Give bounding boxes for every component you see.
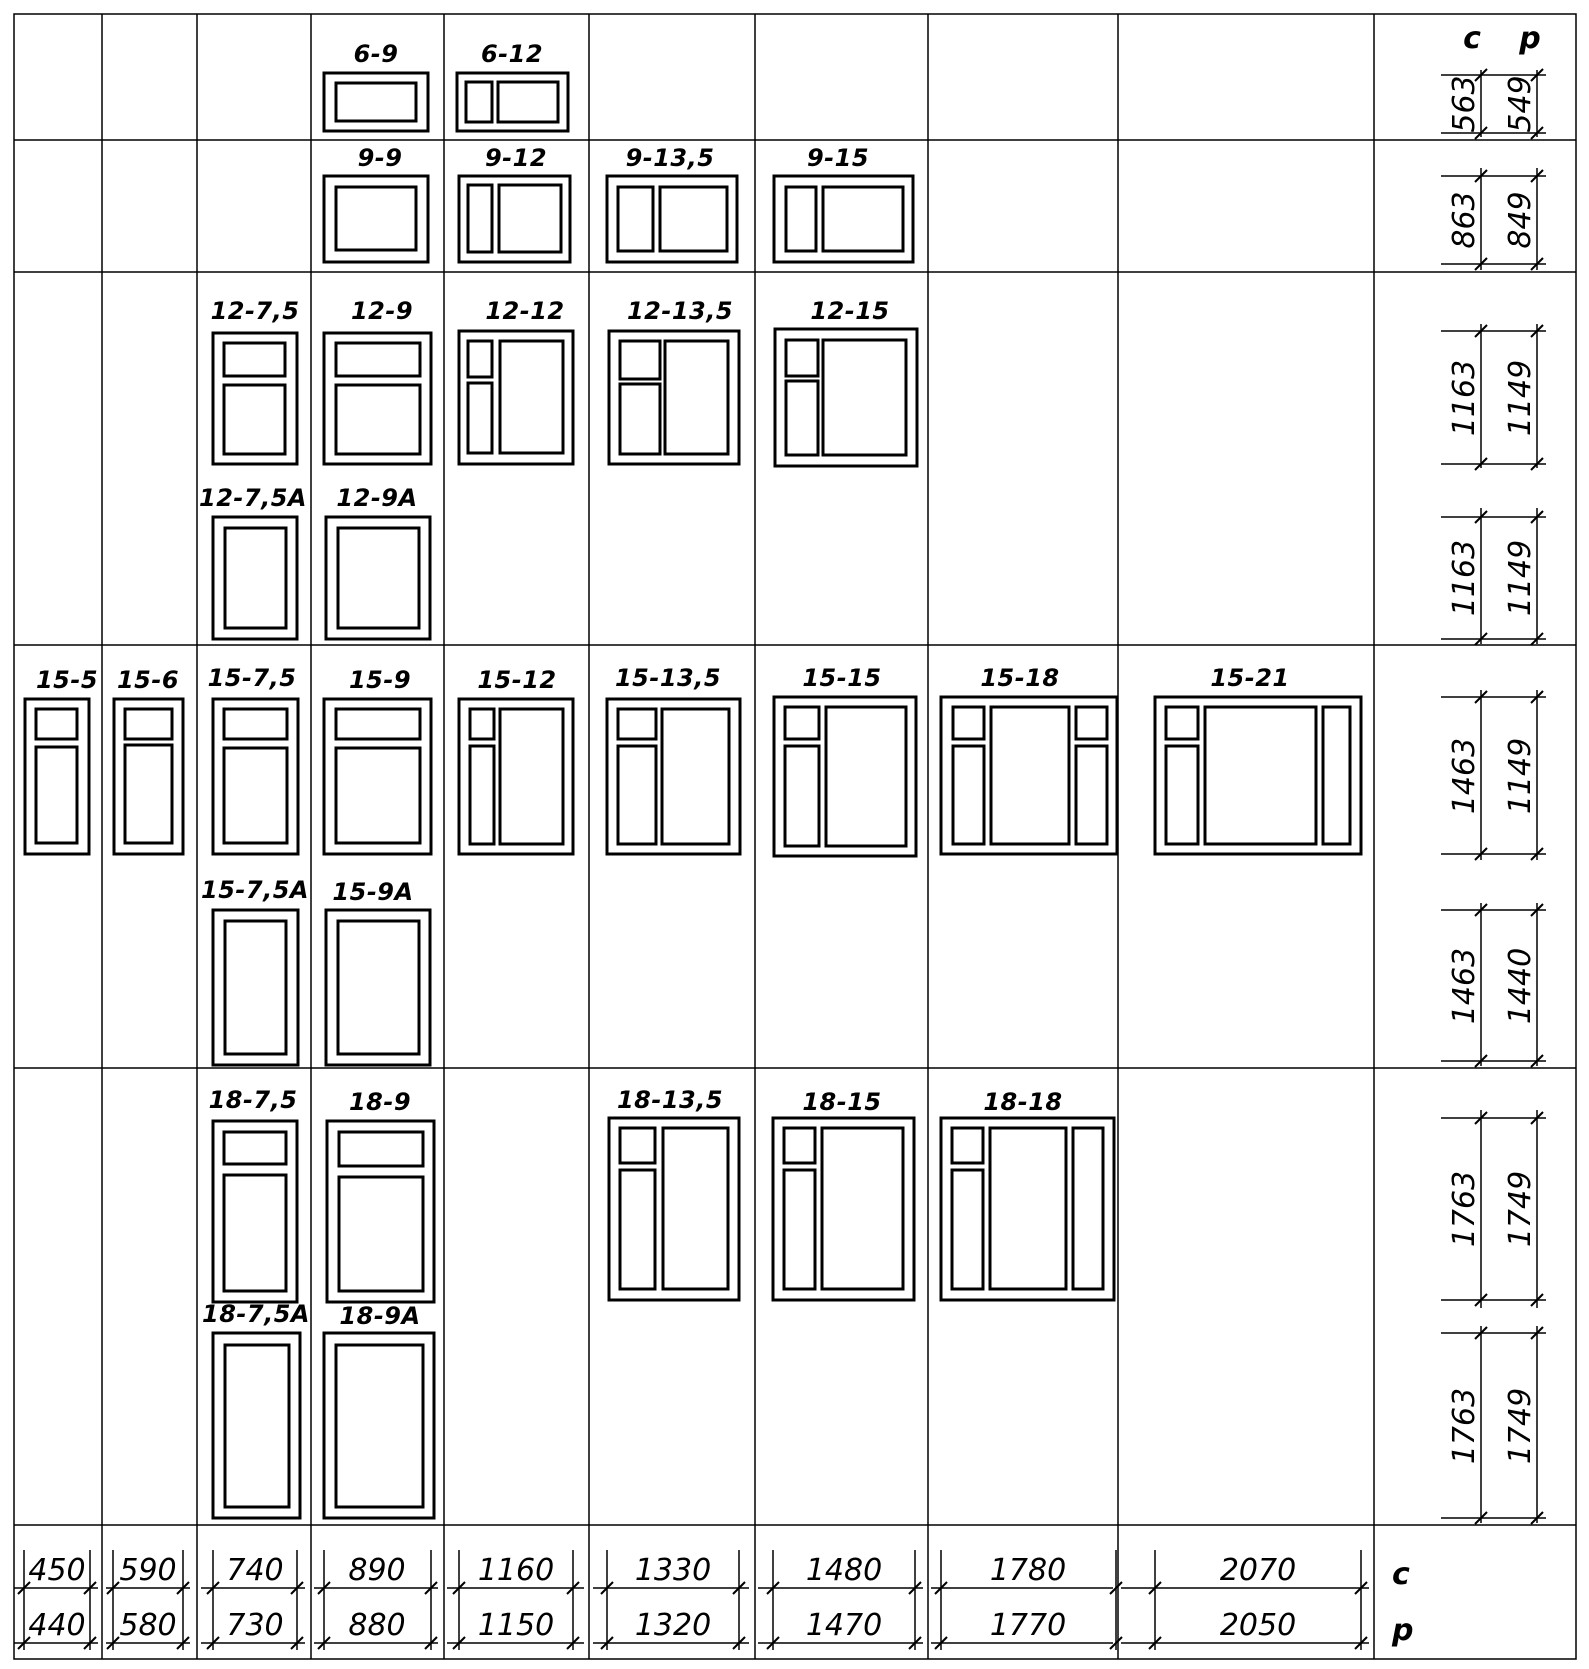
window-label: 15-9 <box>348 666 412 694</box>
window-label: 12-9A <box>336 484 418 512</box>
window-15-15 <box>774 697 916 856</box>
window-label: 6-12 <box>480 40 544 68</box>
width-c-value: 1480 <box>805 1553 883 1588</box>
window-9-13-5 <box>607 176 737 262</box>
width-c-value: 2070 <box>1219 1553 1297 1588</box>
height-p-value: 1749 <box>1503 1387 1538 1465</box>
window-label: 15-6 <box>116 666 180 694</box>
window-label: 18-9 <box>348 1088 412 1116</box>
window-label: 15-7,5 <box>207 664 297 692</box>
width-p-value: 880 <box>348 1608 406 1643</box>
window-15-7-5 <box>213 699 298 854</box>
window-label: 12-7,5 <box>210 297 300 325</box>
window-label: 9-13,5 <box>625 144 715 172</box>
height-p-value: 549 <box>1503 75 1538 133</box>
width-c-value: 1780 <box>989 1553 1067 1588</box>
window-label: 18-18 <box>983 1088 1063 1116</box>
height-dimension-values <box>1447 75 1538 1464</box>
header-p-label: p <box>1519 21 1541 56</box>
width-dimension-values <box>28 1553 1296 1643</box>
height-c-value: 1763 <box>1447 1170 1482 1248</box>
window-9-12 <box>459 176 570 262</box>
window-label: 18-15 <box>802 1088 882 1116</box>
window-12-12 <box>459 331 573 464</box>
width-p-value: 580 <box>119 1608 177 1643</box>
footer-c-label: c <box>1392 1557 1410 1592</box>
window-label: 15-21 <box>1210 664 1290 692</box>
window-12-9A <box>326 517 430 639</box>
height-p-value: 1749 <box>1503 1170 1538 1248</box>
window-label: 12-13,5 <box>626 297 734 325</box>
width-p-value: 730 <box>226 1608 284 1643</box>
window-18-18 <box>941 1118 1114 1300</box>
width-p-value: 1320 <box>634 1608 712 1643</box>
window-18-7-5 <box>213 1121 297 1302</box>
window-9-15 <box>774 176 913 262</box>
window-label: 18-7,5 <box>208 1086 298 1114</box>
width-p-value: 1770 <box>989 1608 1067 1643</box>
height-c-value: 1763 <box>1447 1387 1482 1465</box>
width-c-value: 890 <box>348 1553 406 1588</box>
window-15-9A <box>326 910 430 1065</box>
window-label: 12-7,5A <box>199 484 307 512</box>
width-p-value: 1150 <box>477 1608 555 1643</box>
window-15-18 <box>941 697 1117 854</box>
height-c-value: 1463 <box>1447 737 1482 815</box>
window-label: 15-12 <box>477 666 557 694</box>
window-label: 18-7,5A <box>202 1300 310 1328</box>
width-c-value: 590 <box>119 1553 177 1588</box>
window-label: 15-7,5A <box>201 876 309 904</box>
height-p-value: 1149 <box>1503 539 1538 617</box>
window-label: 15-13,5 <box>614 664 722 692</box>
window-label: 9-12 <box>484 144 548 172</box>
height-c-value: 563 <box>1447 75 1482 133</box>
window-label: 15-5 <box>35 666 99 694</box>
window-15-12 <box>459 699 573 854</box>
width-p-value: 2050 <box>1219 1608 1297 1643</box>
window-label: 15-9A <box>332 878 414 906</box>
window-label: 18-9A <box>339 1302 421 1330</box>
window-18-9A <box>324 1333 434 1518</box>
width-c-value: 1330 <box>634 1553 712 1588</box>
window-label: 9-15 <box>806 144 870 172</box>
window-label: 12-12 <box>485 297 565 325</box>
height-p-value: 1149 <box>1503 359 1538 437</box>
width-c-value: 1160 <box>477 1553 555 1588</box>
height-c-value: 1163 <box>1447 359 1482 437</box>
window-label: 6-9 <box>353 40 399 68</box>
height-c-value: 1163 <box>1447 539 1482 617</box>
window-18-9 <box>327 1121 434 1302</box>
window-18-15 <box>773 1118 914 1300</box>
header-c-label: c <box>1463 21 1481 56</box>
window-label: 12-9 <box>350 297 414 325</box>
height-p-value: 849 <box>1503 191 1538 249</box>
window-12-9 <box>324 333 431 464</box>
height-p-value: 1440 <box>1503 947 1538 1025</box>
width-c-value: 740 <box>226 1553 284 1588</box>
width-c-value: 450 <box>28 1553 86 1588</box>
window-12-15 <box>775 329 917 466</box>
height-c-value: 1463 <box>1447 947 1482 1025</box>
width-p-value: 1470 <box>805 1608 883 1643</box>
window-label: 9-9 <box>357 144 403 172</box>
window-18-13-5 <box>609 1118 739 1300</box>
window-15-21 <box>1155 697 1361 854</box>
window-12-13-5 <box>609 331 739 464</box>
height-c-value: 863 <box>1447 191 1482 249</box>
window-label: 18-13,5 <box>616 1086 724 1114</box>
window-label: 15-15 <box>802 664 882 692</box>
window-15-13-5 <box>607 699 740 854</box>
width-p-value: 440 <box>28 1608 86 1643</box>
height-p-value: 1149 <box>1503 737 1538 815</box>
window-15-9 <box>324 699 431 854</box>
window-label: 12-15 <box>810 297 890 325</box>
footer-p-label: p <box>1392 1613 1414 1648</box>
window-label: 15-18 <box>980 664 1060 692</box>
